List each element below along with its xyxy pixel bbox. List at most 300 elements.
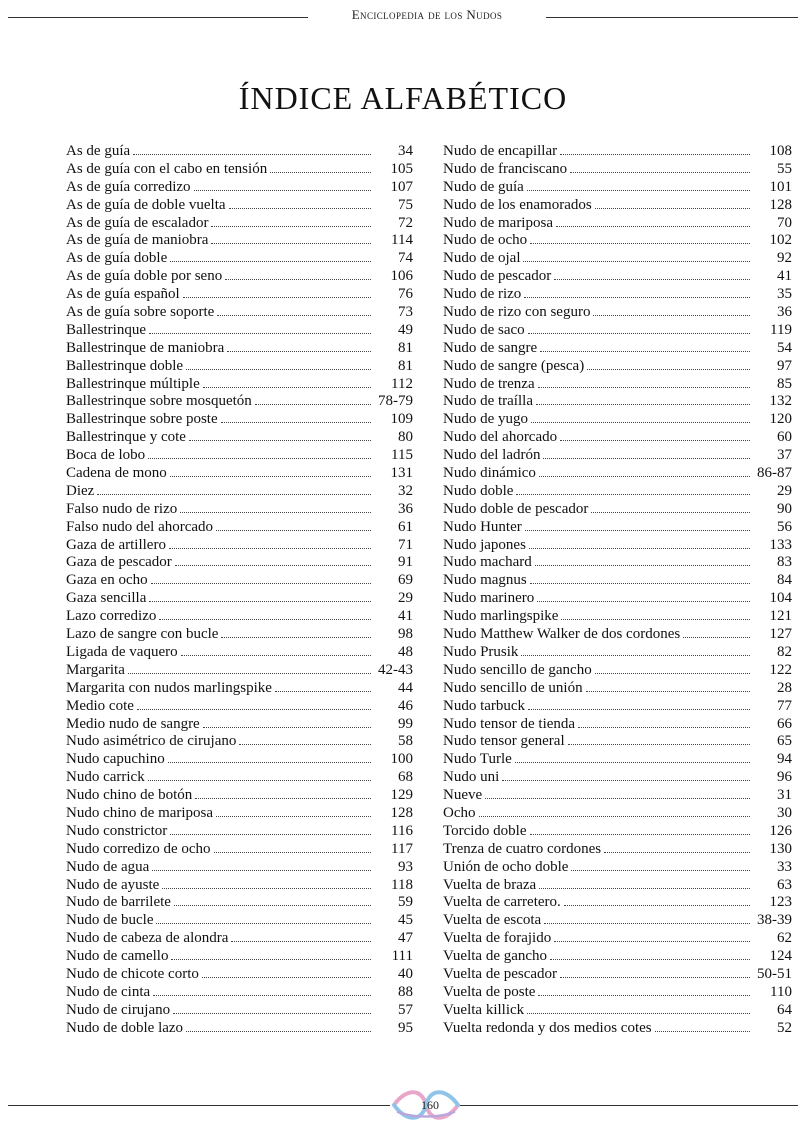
index-entry [66,179,413,197]
index-entry [443,894,792,912]
entry-name: As de guía [66,143,131,159]
entry-name: Ocho [443,804,476,821]
entry-page: 36 [777,304,792,321]
entry-name: Nudo de ojal [443,250,521,267]
index-entry [66,912,413,930]
dot-leader [186,358,371,370]
dot-leader [171,948,371,960]
entry-page: 80 [398,429,413,446]
entry-page: 118 [391,876,413,893]
index-entry [66,322,413,340]
index-entry [66,250,413,268]
dot-leader [153,984,371,996]
dot-leader [554,268,750,280]
entry-page: 76 [398,286,413,303]
entry-page: 68 [398,769,413,786]
entry-page: 44 [398,679,413,696]
index-entry [66,143,413,161]
entry-page: 55 [777,160,792,177]
dot-leader [195,787,371,799]
entry-name: Medio cote [66,697,134,714]
entry-name: Ballestrinque y cote [66,429,186,446]
entry-name: Nudo sencillo de gancho [443,661,592,678]
index-entry [443,286,792,304]
index-entry [66,590,413,608]
header-rule-right [546,17,798,18]
dot-leader [485,787,750,799]
entry-name: Nudo corredizo de ocho [66,840,211,857]
entry-name: Nudo de rizo con seguro [443,304,591,321]
index-entry [443,608,792,626]
dot-leader [186,1020,371,1032]
entry-page: 29 [398,590,413,607]
entry-page: 92 [777,250,792,267]
entry-page: 108 [769,143,792,159]
dot-leader [683,626,750,638]
index-entry [443,250,792,268]
index-entry [66,626,413,644]
header-title: Enciclopedia de los Nudos [351,7,503,22]
entry-name: Nueve [443,787,483,804]
index-entry [66,644,413,662]
dot-leader [175,554,371,566]
index-entry [66,1020,413,1038]
entry-name: As de guía con el cabo en tensión [66,160,268,177]
index-entry [443,358,792,376]
entry-page: 81 [398,339,413,356]
entry-name: As de guía doble por seno [66,268,223,285]
index-entry [443,698,792,716]
entry-name: Nudo del ahorcado [443,429,558,446]
entry-page: 36 [398,500,413,517]
entry-page: 33 [777,858,792,875]
entry-page: 131 [390,465,413,482]
entry-name: As de guía sobre soporte [66,304,215,321]
dot-leader [655,1020,750,1032]
dot-leader [539,877,750,889]
entry-page: 65 [777,733,792,750]
index-entry [66,716,413,734]
index-entry [66,501,413,519]
entry-name: Nudo de cirujano [66,1001,171,1018]
index-entry [443,554,792,572]
dot-leader [151,572,371,584]
entry-page: 59 [398,894,413,911]
dot-leader [540,340,750,352]
entry-name: Vuelta killick [443,1001,525,1018]
index-entry [443,429,792,447]
entry-page: 111 [391,948,413,965]
index-entry [66,787,413,805]
dot-leader [521,644,750,656]
entry-name: Ballestrinque de maniobra [66,339,225,356]
dot-leader [128,662,371,674]
dot-leader [550,948,750,960]
dot-leader [516,483,750,495]
entry-name: Vuelta redonda y dos medios cotes [443,1019,652,1036]
dot-leader [527,179,750,191]
entry-page: 88 [398,983,413,1000]
entry-name: Nudo uni [443,769,500,786]
dot-leader [149,590,371,602]
dot-leader [525,519,750,531]
entry-name: Margarita [66,661,125,678]
entry-name: Nudo dinámico [443,465,536,482]
entry-page: 95 [398,1019,413,1036]
index-entry [66,447,413,465]
entry-page: 40 [398,965,413,982]
index-entry [443,948,792,966]
entry-name: Nudo de cabeza de alondra [66,930,229,947]
index-entry [443,930,792,948]
entry-name: As de guía español [66,286,180,303]
entry-name: Nudo doble [443,482,514,499]
entry-name: Cadena de mono [66,465,167,482]
dot-leader [217,304,371,316]
index-entry [443,232,792,250]
entry-page: 38-39 [757,912,792,929]
dot-leader [255,393,371,405]
index-entry [443,626,792,644]
dot-leader [515,751,750,763]
dot-leader [152,859,371,871]
index-entry [66,1002,413,1020]
index-entry [443,447,792,465]
dot-leader [221,411,371,423]
entry-page: 91 [398,554,413,571]
index-entry [66,429,413,447]
index-entry [66,894,413,912]
dot-leader [556,215,750,227]
entry-name: Nudo capuchino [66,751,165,768]
entry-name: Nudo Prusik [443,643,519,660]
dot-leader [543,447,750,459]
entry-page: 62 [777,930,792,947]
entry-page: 126 [769,822,792,839]
dot-leader [595,197,750,209]
index-entry [66,930,413,948]
page-footer [0,1080,806,1130]
entry-name: Nudo de bucle [66,912,154,929]
entry-page: 54 [777,339,792,356]
index-entry [443,483,792,501]
index-entry [66,376,413,394]
entry-page: 119 [770,321,792,338]
index-entry [66,161,413,179]
entry-name: Nudo doble de pescador [443,500,589,517]
entry-page: 29 [777,482,792,499]
dot-leader [133,143,371,155]
entry-name: Nudo de trenza [443,375,535,392]
dot-leader [148,447,371,459]
index-entry [66,483,413,501]
dot-leader [537,590,750,602]
index-entry [66,232,413,250]
dot-leader [544,912,750,924]
entry-page: 34 [398,143,413,159]
entry-name: Trenza de cuatro cordones [443,840,602,857]
entry-name: Vuelta de gancho [443,948,548,965]
entry-name: Nudo sencillo de unión [443,679,583,696]
dot-leader [586,680,750,692]
dot-leader [502,769,750,781]
entry-page: 127 [769,626,792,643]
index-entry [66,608,413,626]
entry-page: 58 [398,733,413,750]
dot-leader [560,143,750,155]
entry-page: 107 [390,178,413,195]
entry-page: 93 [398,858,413,875]
dot-leader [270,161,371,173]
index-entry [443,197,792,215]
entry-page: 37 [777,447,792,464]
index-entry [443,823,792,841]
entry-name: Nudo tensor de tienda [443,715,576,732]
index-entry [443,733,792,751]
entry-page: 123 [769,894,792,911]
dot-leader [530,823,750,835]
entry-name: Nudo de encapillar [443,143,558,159]
entry-name: Nudo Turle [443,751,512,768]
index-entry [443,519,792,537]
dot-leader [275,680,371,692]
entry-name: Nudo de ocho [443,232,528,249]
dot-leader [570,161,750,173]
entry-name: Nudo de sangre [443,339,538,356]
index-entry [443,984,792,1002]
entry-page: 63 [777,876,792,893]
entry-name: Nudo Hunter [443,518,522,535]
entry-name: Nudo chino de mariposa [66,804,214,821]
dot-leader [578,716,750,728]
entry-name: Ballestrinque doble [66,357,184,374]
dot-leader [591,501,750,513]
entry-page: 128 [769,196,792,213]
index-entry [443,215,792,233]
entry-page: 70 [777,214,792,231]
dot-leader [202,966,371,978]
page-title: ÍNDICE ALFABÉTICO [238,80,568,116]
dot-leader [523,250,750,262]
dot-leader [528,698,750,710]
entry-page: 112 [391,375,413,392]
index-entry [443,501,792,519]
entry-page: 98 [398,626,413,643]
dot-leader [531,411,750,423]
entry-name: Nudo marinero [443,590,535,607]
entry-page: 117 [391,840,413,857]
dot-leader [535,554,750,566]
index-entry [443,1020,792,1038]
entry-name: Gaza de pescador [66,554,172,571]
entry-page: 101 [769,178,792,195]
entry-name: Vuelta de poste [443,983,536,1000]
entry-page: 69 [398,572,413,589]
dot-leader [159,608,371,620]
entry-name: As de guía de maniobra [66,232,209,249]
dot-leader [189,429,371,441]
entry-page: 85 [777,375,792,392]
dot-leader [211,215,371,227]
entry-page: 47 [398,930,413,947]
dot-leader [536,393,750,405]
entry-page: 57 [398,1001,413,1018]
entry-page: 96 [777,769,792,786]
dot-leader [527,1002,750,1014]
dot-leader [595,662,750,674]
dot-leader [530,572,750,584]
entry-page: 78-79 [378,393,413,410]
dot-leader [568,733,750,745]
entry-page: 129 [390,787,413,804]
entry-page: 66 [777,715,792,732]
index-entry [66,268,413,286]
dot-leader [529,537,750,549]
entry-name: Ballestrinque sobre mosquetón [66,393,252,410]
index-entry [443,859,792,877]
entry-name: Unión de ocho doble [443,858,569,875]
dot-leader [561,608,750,620]
page-number: 160 [421,1098,439,1112]
entry-name: Torcido doble [443,822,527,839]
entry-page: 110 [770,983,792,1000]
index-entry [66,465,413,483]
index-entry [66,340,413,358]
dot-leader [211,232,371,244]
dot-leader [554,930,750,942]
index-entry [443,644,792,662]
index-entry [66,859,413,877]
entry-name: Nudo de pescador [443,268,552,285]
index-entry [443,787,792,805]
entry-name: Nudo de los enamorados [443,196,592,213]
index-entry [66,769,413,787]
entry-name: Nudo de ayuste [66,876,160,893]
entry-name: Ballestrinque [66,321,146,338]
entry-page: 90 [777,500,792,517]
index-entry [66,215,413,233]
entry-page: 124 [769,948,792,965]
entry-page: 102 [769,232,792,249]
index-entry [66,537,413,555]
dot-leader [231,930,371,942]
index-entry [443,680,792,698]
entry-page: 35 [777,286,792,303]
dot-leader [564,894,750,906]
dot-leader [593,304,750,316]
dot-leader [149,322,371,334]
entry-page: 109 [390,411,413,428]
index-entry [443,161,792,179]
index-entry [66,751,413,769]
index-entry [443,465,792,483]
dot-leader [587,358,750,370]
index-entry [443,268,792,286]
entry-name: Nudo de rizo [443,286,522,303]
index-entry [443,966,792,984]
dot-leader [170,465,371,477]
index-entry [443,769,792,787]
entry-name: Vuelta de pescador [443,965,558,982]
dot-leader [538,376,750,388]
index-entry [443,411,792,429]
entry-page: 64 [777,1001,792,1018]
index-entry [443,322,792,340]
entry-page: 56 [777,518,792,535]
entry-name: As de guía doble [66,250,168,267]
index-entry [66,304,413,322]
dot-leader [225,268,371,280]
index-entry [66,841,413,859]
entry-page: 42-43 [378,661,413,678]
index-entry [443,841,792,859]
entry-name: As de guía de doble vuelta [66,196,226,213]
index-entry [443,716,792,734]
entry-page: 84 [777,572,792,589]
entry-page: 61 [398,518,413,535]
dot-leader [156,912,371,924]
index-entry [443,304,792,322]
index-entry [66,877,413,895]
dot-leader [162,877,371,889]
dot-leader [137,698,371,710]
entry-page: 120 [769,411,792,428]
entry-name: Lazo corredizo [66,608,157,625]
dot-leader [214,841,371,853]
entry-page: 31 [777,787,792,804]
entry-name: Nudo japones [443,536,526,553]
entry-page: 75 [398,196,413,213]
entry-page: 28 [777,679,792,696]
entry-name: Nudo constrictor [66,822,168,839]
dot-leader [530,232,750,244]
index-entry [66,680,413,698]
entry-name: Nudo de barrilete [66,894,171,911]
entry-name: Falso nudo de rizo [66,500,178,517]
entry-name: Nudo chino de botón [66,787,193,804]
entry-name: Nudo de agua [66,858,150,875]
entry-name: Nudo de franciscano [443,160,568,177]
entry-name: Nudo tensor general [443,733,565,750]
entry-name: As de guía corredizo [66,178,191,195]
entry-name: Nudo carrick [66,769,145,786]
entry-page: 99 [398,715,413,732]
dot-leader [216,805,371,817]
index-entry [443,662,792,680]
entry-name: Nudo de saco [443,321,525,338]
entry-page: 105 [390,160,413,177]
entry-page: 77 [777,697,792,714]
index-entry [66,358,413,376]
index-entry [66,519,413,537]
entry-name: Nudo de doble lazo [66,1019,184,1036]
index-entry [66,805,413,823]
entry-page: 49 [398,321,413,338]
index-entry [66,823,413,841]
dot-leader [181,644,371,656]
dot-leader [221,626,371,638]
index-entry [443,340,792,358]
dot-leader [174,894,371,906]
entry-name: Gaza de artillero [66,536,166,553]
index-entry [443,1002,792,1020]
entry-name: Nudo machard [443,554,532,571]
footer-rule-right [460,1105,798,1106]
dot-leader [170,823,371,835]
entry-name: Nudo tarbuck [443,697,526,714]
entry-name: Nudo asimétrico de cirujano [66,733,237,750]
dot-leader [538,984,750,996]
